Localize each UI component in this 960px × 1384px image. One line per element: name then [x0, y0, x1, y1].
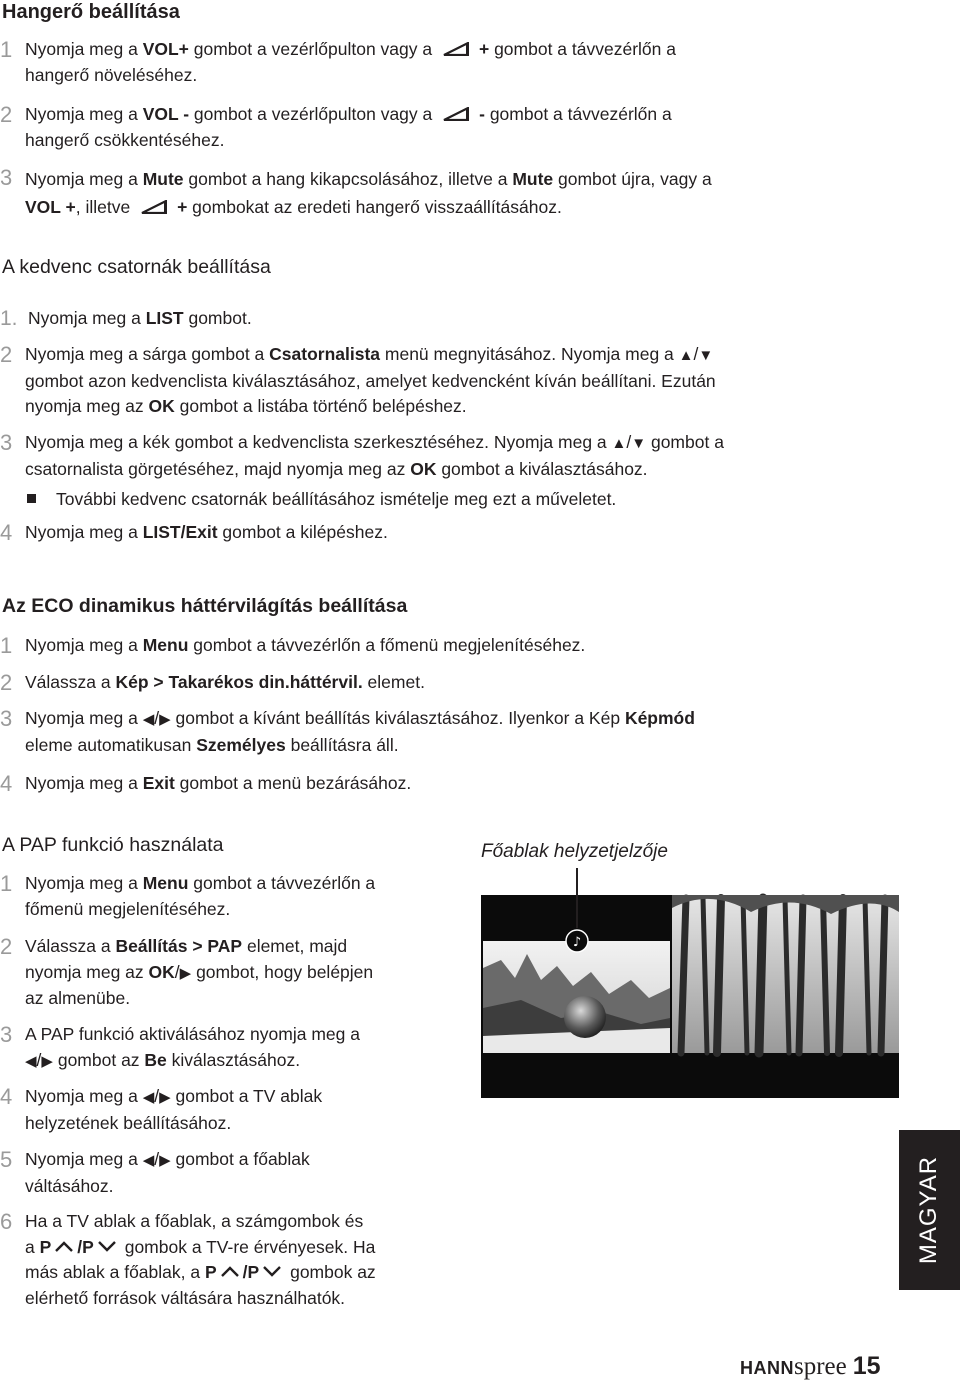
pap-step-5: 5 Nyomja meg a ◀/▶ gombot a főablak váltásához.	[0, 1147, 310, 1196]
favorites-step-3: 3 Nyomja meg a kék gombot a kedvenclista szerkesztéséhez. Nyomja meg a ▲/▼ gombot a csatornalista görgetéséhez, majd nyomja meg az OK gombot a kiválasztásához.	[0, 430, 724, 479]
right-arrow-icon: ▶	[179, 964, 192, 982]
chevron-down-icon	[262, 1265, 282, 1278]
favorites-step-4: 4 Nyomja meg a LIST/Exit gombot a kilépéshez.	[0, 520, 388, 545]
pap-step-4: 4 Nyomja meg a ◀/▶ gombot a TV ablak helyzetének beállításához.	[0, 1084, 323, 1133]
favorites-step-2: 2 Nyomja meg a sárga gombot a Csatornalista menü megnyitásához. Nyomja meg a ▲/▼ gombot azon kedvenclista kiválasztásához, amelyet kedvencként kíván beállítani. Ezután nyomja meg az OK gombot a listába történő belépéshez.	[0, 342, 716, 416]
chevron-up-icon	[54, 1240, 74, 1253]
chevron-up-icon	[220, 1265, 240, 1278]
pap-step-2: 2 Válassza a Beállítás > PAP elemet, majd nyomja meg az OK/▶ gombot, hogy belépjen az almenübe.	[0, 934, 374, 1008]
right-arrow-icon: ▶	[159, 711, 171, 728]
volume-step-2: 2 Nyomja meg a VOL - gombot a vezérlőpulton vagy a - gombot a távvezérlőn a hangerő csökkentéséhez.	[0, 102, 672, 150]
volume-step-1: 1 Nyomja meg a VOL+ gombot a vezérlőpulton vagy a + gombot a távvezérlőn a hangerő növeléséhez.	[0, 37, 676, 85]
volume-wedge-icon	[443, 42, 469, 56]
eco-step-2: 2 Válassza a Kép > Takarékos din.háttérvil. elemet.	[0, 670, 425, 695]
language-side-tab: MAGYAR	[899, 1130, 960, 1290]
down-arrow-icon: ▼	[698, 347, 714, 364]
figure-caption: Főablak helyzetjelzője	[481, 841, 668, 862]
volume-heading: Hangerő beállítása	[2, 1, 180, 23]
pap-step-3: 3 A PAP funkció aktiválásához nyomja meg a ◀/▶ gombot az Be kiválasztásához.	[0, 1022, 360, 1070]
eco-step-4: 4 Nyomja meg a Exit gombot a menü bezárásához.	[0, 771, 412, 796]
volume-wedge-icon	[443, 107, 469, 121]
favorites-heading: A kedvenc csatornák beállítása	[2, 256, 271, 278]
page-footer	[740, 1352, 881, 1381]
volume-step-3: 3 Nyomja meg a Mute gombot a hang kikapcsolásához, illetve a Mute gombot újra, vagy a VOL +, illetve + gombokat az eredeti hangerő visszaállításához.	[0, 165, 712, 217]
svg-text:♪: ♪	[572, 935, 582, 950]
up-arrow-icon: ▲	[678, 347, 694, 364]
right-arrow-icon: ▶	[159, 1152, 171, 1169]
page-number: 15	[852, 1352, 881, 1380]
eco-heading: Az ECO dinamikus háttérvilágítás beállítása	[2, 595, 408, 617]
volume-wedge-icon	[141, 200, 167, 214]
left-arrow-icon: ◀	[25, 1052, 37, 1070]
chevron-down-icon	[97, 1240, 117, 1253]
left-arrow-icon: ◀	[142, 1089, 155, 1106]
down-arrow-icon: ▼	[631, 435, 647, 452]
left-arrow-icon: ◀	[142, 711, 155, 728]
bullet-square-icon	[27, 494, 36, 503]
left-arrow-icon: ◀	[142, 1152, 155, 1169]
pap-heading: A PAP funkció használata	[2, 834, 224, 856]
brand-logo-bold: HANN	[740, 1358, 794, 1378]
eco-step-3: 3 Nyomja meg a ◀/▶ gombot a kívánt beállítás kiválasztásához. Ilyenkor a Kép Képmód eleme automatikusan Személyes beállításra áll.	[0, 706, 695, 755]
favorites-step-1: 1. Nyomja meg a LIST gombot.	[0, 307, 252, 330]
pap-step-6: 6 Ha a TV ablak a főablak, a számgombok és a P /P gombok a TV-re érvényesek. Ha más ablak a főablak, a P /P gombok az elérhető források váltására használhatók.	[0, 1209, 376, 1308]
pap-step-1: 1 Nyomja meg a Menu gombot a távvezérlőn a főmenü megjelenítéséhez.	[0, 871, 376, 919]
favorites-note: További kedvenc csatornák beállításához ismételje meg ezt a műveletet.	[27, 487, 887, 513]
pap-screen-figure	[481, 868, 899, 1098]
eco-step-1: 1 Nyomja meg a Menu gombot a távvezérlőn a főmenü megjelenítéséhez.	[0, 633, 586, 658]
right-arrow-icon: ▶	[159, 1089, 171, 1106]
right-arrow-icon: ▶	[41, 1052, 53, 1070]
brand-logo-light: spree	[794, 1353, 847, 1380]
up-arrow-icon: ▲	[611, 435, 627, 452]
